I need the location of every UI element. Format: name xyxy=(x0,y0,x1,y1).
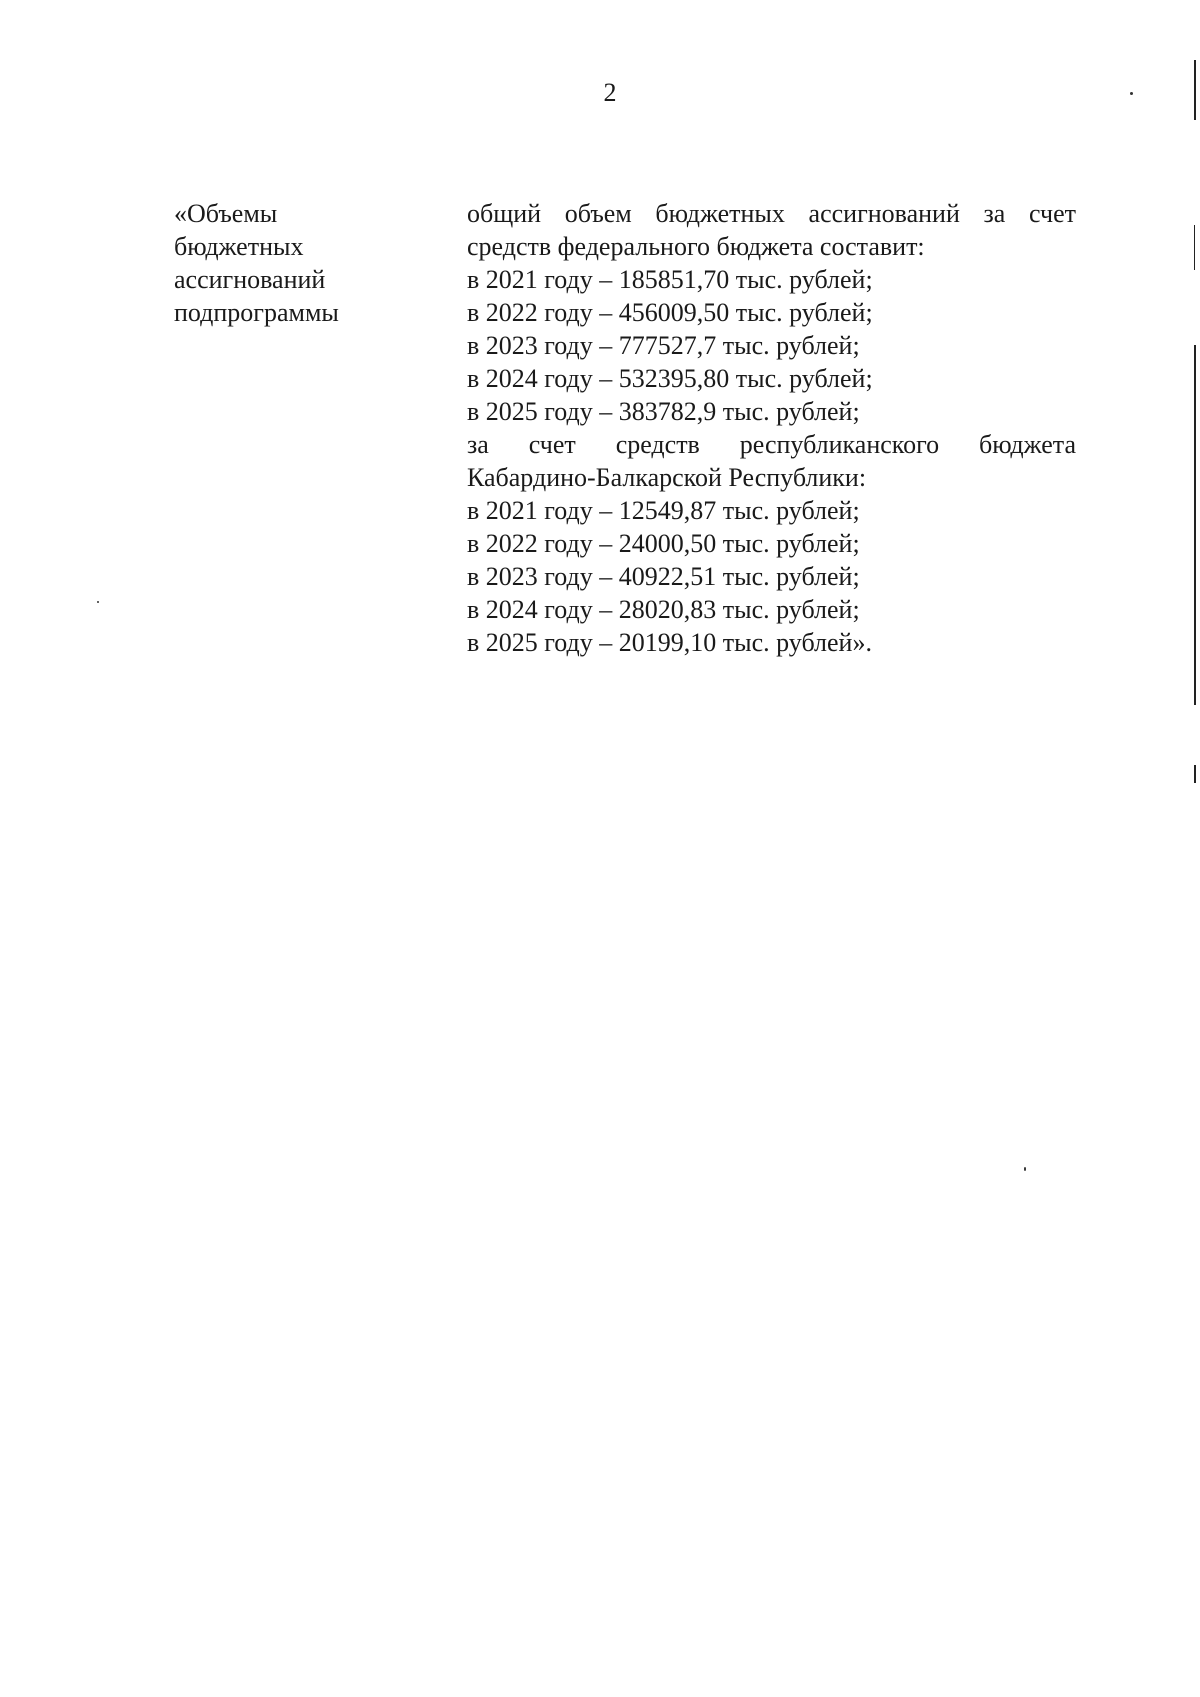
republic-year-amount: в 2025 году – 20199,10 тыс. рублей». xyxy=(467,628,872,657)
page-number: 2 xyxy=(603,78,617,107)
label-line: ассигнований xyxy=(174,265,326,294)
republic-budget-intro: за счет средств республиканского бюджета xyxy=(467,430,1076,459)
passport-field-value xyxy=(467,197,1076,659)
label-line: «Объемы xyxy=(174,199,278,228)
republic-budget-intro-cont: Кабардино-Балкарской Республики: xyxy=(467,463,867,492)
republic-year-amount: в 2021 году – 12549,87 тыс. рублей; xyxy=(467,496,860,525)
scan-speck xyxy=(97,601,99,603)
federal-year-amount: в 2025 году – 383782,9 тыс. рублей; xyxy=(467,397,860,426)
label-line: бюджетных xyxy=(174,232,304,261)
federal-year-amount: в 2023 году – 777527,7 тыс. рублей; xyxy=(467,331,860,360)
federal-year-amount: в 2021 году – 185851,70 тыс. рублей; xyxy=(467,265,873,294)
passport-field-label xyxy=(174,197,434,329)
scan-speck xyxy=(1130,92,1133,95)
republic-year-amount: в 2022 году – 24000,50 тыс. рублей; xyxy=(467,529,860,558)
federal-year-amount: в 2024 году – 532395,80 тыс. рублей; xyxy=(467,364,873,393)
republic-year-amount: в 2023 году – 40922,51 тыс. рублей; xyxy=(467,562,860,591)
republic-year-amount: в 2024 году – 28020,83 тыс. рублей; xyxy=(467,595,860,624)
label-line: подпрограммы xyxy=(174,298,339,327)
federal-budget-intro-cont: средств федерального бюджета составит: xyxy=(467,232,925,261)
federal-budget-intro: общий объем бюджетных ассигнований за счет xyxy=(467,199,1076,228)
scan-speck xyxy=(1024,1167,1026,1171)
federal-year-amount: в 2022 году – 456009,50 тыс. рублей; xyxy=(467,298,873,327)
scan-edge-artifact xyxy=(1192,0,1200,1697)
